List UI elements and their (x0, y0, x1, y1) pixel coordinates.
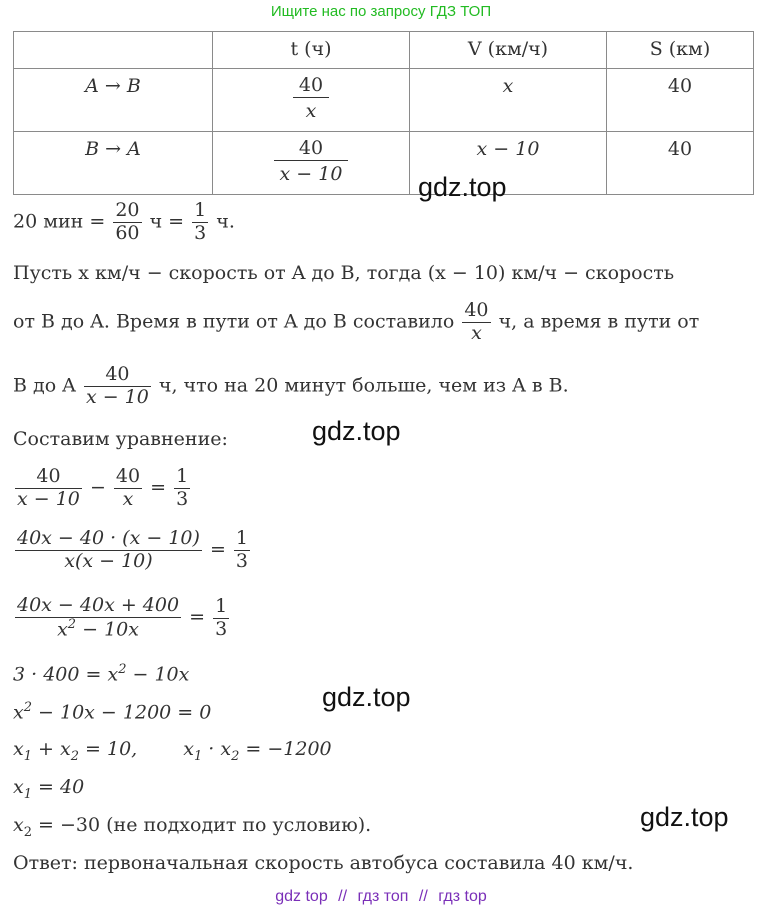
top-banner[interactable]: Ищите нас по запросу ГДЗ ТОП (270, 3, 492, 20)
root-1: $x_1 = 40$ (13, 776, 85, 802)
root-2: $x_2 = -30$ (не подходит по условию). (13, 814, 372, 840)
footer-links (0, 888, 762, 906)
paragraph-line-1: Пусть x км/ч − скорость от A до B, тогда (x − 10) км/ч − скорость (13, 262, 675, 284)
table-header-row (14, 32, 754, 69)
footer-link-gdz-top-mixed[interactable]: гдз top (438, 888, 487, 905)
header-speed: V (км/ч) (410, 32, 607, 69)
route-cell: A → B (14, 69, 213, 132)
paragraph-line-3: B до A $\frac{40}{x - 10}$ ч, что на 20 минут больше, чем из A в B. (13, 363, 569, 408)
distance-cell: 40 (607, 132, 754, 195)
watermark: gdz.top (640, 802, 729, 832)
table-row (14, 69, 754, 132)
header-time: t (ч) (213, 32, 410, 69)
footer-separator: // (418, 888, 428, 905)
watermark: gdz.top (312, 416, 401, 446)
watermark: gdz.top (322, 682, 411, 712)
time-fraction: $\frac{40}{x}$ (293, 73, 329, 124)
table-row (14, 132, 754, 195)
footer-separator: // (338, 888, 348, 905)
equation-4: $3 \cdot 400 = x^2 - 10x$ (13, 662, 190, 686)
answer: Ответ: первоначальная скорость автобуса составила 40 км/ч. (13, 852, 634, 874)
header-empty (14, 32, 213, 69)
speed-cell: x − 10 (410, 132, 607, 195)
speed-cell: x (410, 69, 607, 132)
paragraph-line-2: от B до A. Время в пути от A до B составило $\frac{40}{x}$ ч, а время в пути от (13, 299, 700, 344)
time-conversion: 20 мин = $\frac{20}{60}$ ч = $\frac{1}{3}$ ч. (13, 199, 235, 244)
time-cell (213, 132, 410, 195)
equation-1: $\frac{40}{x - 10}$ − $\frac{40}{x}$ = $\frac{1}{3}$ (17, 465, 189, 510)
time-fraction: $\frac{40}{x - 10}$ (274, 136, 349, 187)
equation-5: $x^2 - 10x - 1200 = 0$ (13, 700, 212, 724)
watermark: gdz.top (418, 172, 507, 202)
footer-link-gdz-top[interactable]: gdz top (275, 888, 328, 905)
equation-2: $\frac{40x - 40 \cdot (x - 10)}{x(x - 10)}$ = $\frac{1}{3}$ (17, 527, 249, 572)
distance-cell: 40 (607, 69, 754, 132)
vieta-equations: $x_1 + x_2 = 10$, $x_1 \cdot x_2 = -1200$ (13, 738, 332, 764)
route-cell: B → A (14, 132, 213, 195)
footer-link-gdz-top-ru[interactable]: гдз топ (357, 888, 409, 905)
equation-intro: Составим уравнение: (13, 428, 228, 450)
header-distance: S (км) (607, 32, 754, 69)
data-table (13, 31, 754, 195)
equation-3: $\frac{40x - 40x + 400}{x^2 - 10x}$ = $\frac{1}{3}$ (17, 594, 228, 641)
time-cell (213, 69, 410, 132)
